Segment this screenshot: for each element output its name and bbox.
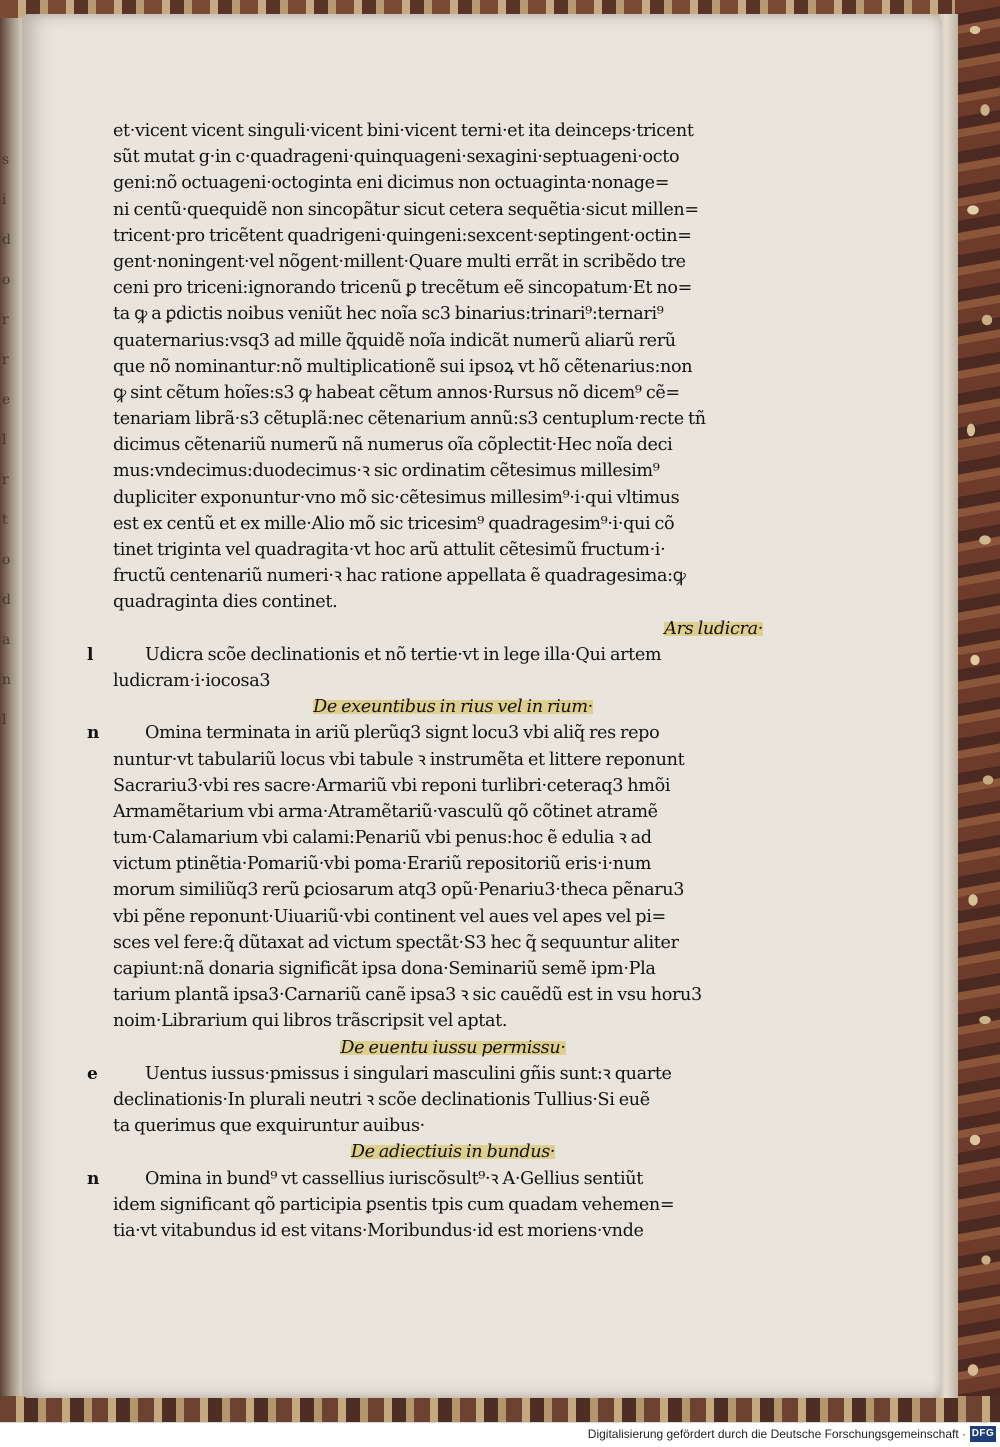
facing-letter: r xyxy=(2,472,9,488)
text-line: Sacrariu3·vbi res sacre·Armariũ vbi reponi turlibri·ceteraq3 hmõi xyxy=(113,775,671,796)
facing-letter: d xyxy=(2,232,11,248)
facing-letter: s xyxy=(2,152,10,168)
text-line: noim·Librarium qui libros trãscripsit vel aptat. xyxy=(113,1011,508,1032)
text-line: gent·noningent·vel nõgent·millent·Quare multi errãt in scribẽdo tre xyxy=(113,251,686,272)
heading-de-adiectiuis xyxy=(113,1139,793,1165)
heading-de-euentu-text: De euentu iussu permissu· xyxy=(340,1037,566,1058)
text-line: quadraginta dies continet. xyxy=(113,592,338,613)
facing-letter: l xyxy=(2,712,7,728)
facing-letter: t xyxy=(2,512,8,528)
text-line: sces vel fere:q̃ dũtaxat ad victum spectãt·S3 hec q̃ sequuntur aliter xyxy=(113,932,679,953)
heading-ars-ludicra-text: Ars ludicra· xyxy=(664,618,763,639)
text-line: tarium plantã ipsa3·Carnariũ canẽ ipsa3 ꝛ sic cauẽdũ est in vsu horu3 xyxy=(113,985,702,1006)
text-line: quaternarius:vsq3 ad mille q̃quidẽ noĩa indicãt numerũ aliarũ rerũ xyxy=(113,330,676,351)
text-line: Omina terminata in ariũ plerũq3 signt locu3 vbi aliq̃ res repo xyxy=(145,723,660,744)
text-line: nuntur·vt tabulariũ locus vbi tabule ꝛ instrumẽta et littere reponunt xyxy=(113,749,685,770)
text-line: capiunt:nã donaria significãt ipsa dona·Seminariũ semẽ ipm·Pla xyxy=(113,959,656,979)
text-line: declinationis·In plurali neutri ꝛ scõe declinationis Tullius·Si euẽ xyxy=(113,1089,650,1110)
main-paragraph xyxy=(113,118,793,616)
funding-notice: Digitalisierung gefördert durch die Deutsche Forschungsgemeinschaft · xyxy=(587,1427,966,1441)
text-line: ludicram·i·iocosa3 xyxy=(113,670,271,691)
text-line: et·vicent vicent singuli·vicent bini·vicent terni·et ita deinceps·tricent xyxy=(113,121,694,141)
text-line: tricent·pro tricẽtent quadrigeni·quingeni:sexcent·septingent·octin= xyxy=(113,225,692,246)
ars-ludicra-section xyxy=(87,642,793,694)
text-line: victum ptinẽtia·Pomariũ·vbi poma·Erariũ repositoriũ eris·i·num xyxy=(113,854,652,875)
heading-de-exeuntibus xyxy=(113,694,793,720)
text-line: idem significant qõ participia ꝑsentis tpis cum quadam vehemen= xyxy=(113,1194,675,1215)
footer-bar xyxy=(0,1422,1000,1447)
omina-section xyxy=(87,720,793,1034)
facing-letter: o xyxy=(2,552,11,568)
heading-de-adiectiuis-text: De adiectiuis in bundus· xyxy=(350,1142,556,1163)
initial-guide-letter: n xyxy=(87,723,100,744)
page-text-block xyxy=(87,118,793,1244)
facing-letter: o xyxy=(2,272,11,288)
text-line: sũt mutat g·in c·quadrageni·quinquageni·sexagini·septuageni·octo xyxy=(113,147,680,168)
text-line: geni:nõ octuageni·octoginta eni dicimus non octuaginta·nonage= xyxy=(113,173,670,194)
text-line: ni centũ·quequidẽ non sincopãtur sicut cetera sequẽtia·sicut millen= xyxy=(113,199,699,220)
bundus-section xyxy=(87,1166,793,1245)
facing-letter: i xyxy=(2,192,7,208)
text-line: Omina in bund⁹ vt cassellius iuriscõsult⁹·ꝛ A·Gellius sentiũt xyxy=(145,1168,644,1189)
text-line: dupliciter exponuntur·vno mõ sic·cẽtesimus millesim⁹·i·qui vltimus xyxy=(113,487,680,508)
text-line: Uentus iussus·pmissus i singulari masculini gñis sunt:ꝛ quarte xyxy=(145,1063,672,1084)
text-line: tia·vt vitabundus id est vitans·Moribundus·id est moriens·vnde xyxy=(113,1220,644,1241)
text-line: ceni pro triceni:ignorando tricenũ ꝑ trecẽtum eẽ sincopatum·Et no= xyxy=(113,278,692,299)
text-line: morum similiũq3 rerũ ꝑciosarum atq3 opũ·Penariu3·theca pẽnaru3 xyxy=(113,880,685,901)
dfg-logo: DFG xyxy=(970,1426,996,1442)
text-line: Udicra scõe declinationis et nõ tertie·vt in lege illa·Qui artem xyxy=(145,644,662,665)
facing-letter: r xyxy=(2,352,9,368)
text-line: est ex centũ et ex mille·Alio mõ sic tricesim⁹ quadragesim⁹·i·qui cõ xyxy=(113,513,675,534)
heading-ars-ludicra xyxy=(113,616,793,642)
heading-de-euentu xyxy=(113,1035,793,1061)
euentu-section xyxy=(87,1061,793,1140)
text-line: que nõ nominantur:nõ multiplicationẽ sui ipsoꝝ vt hõ cẽtenarius:non xyxy=(113,356,693,377)
text-line: Armamẽtarium vbi arma·Atramẽtariũ·vasculũ qõ cõtinet atramẽ xyxy=(113,801,658,822)
marbled-cover-bottom xyxy=(0,1396,1000,1422)
text-line: mus:vndecimus:duodecimus·ꝛ sic ordinatim cẽtesimus millesim⁹ xyxy=(113,461,660,482)
text-line: fructũ centenariũ numeri·ꝛ hac ratione appellata ẽ quadragesima:ꝙ xyxy=(113,566,686,587)
text-line: vbi pẽne reponunt·Uiuariũ·vbi continent vel aues vel apes vel pi= xyxy=(113,906,666,927)
text-line: ꝙ sint cẽtum hoĩes:s3 ꝙ habeat cẽtum annos·Rursus nõ dicem⁹ cẽ= xyxy=(113,382,680,403)
text-line: ta ꝙ a ꝑdictis noibus veniũt hec noĩa sc3 binarius:trinari⁹:ternari⁹ xyxy=(113,304,664,325)
text-line: dicimus cẽtenariũ numerũ nã numerus oĩa cõplectit·Hec noĩa deci xyxy=(113,435,673,456)
heading-de-exeuntibus-text: De exeuntibus in rius vel in rium· xyxy=(313,697,593,718)
text-line: tinet triginta vel quadragita·vt hoc arũ attulit cẽtesimũ fructum·i· xyxy=(113,540,666,560)
facing-letter: l xyxy=(2,432,7,448)
text-line: ta querimus que exquiruntur auibus· xyxy=(113,1116,425,1137)
initial-guide-letter: e xyxy=(87,1063,98,1084)
facing-letter: d xyxy=(2,592,11,608)
facing-letter: n xyxy=(2,672,12,688)
marbled-cover-right xyxy=(955,0,1000,1422)
facing-letter: e xyxy=(2,392,11,408)
initial-guide-letter: n xyxy=(87,1168,100,1189)
text-line: tum·Calamarium vbi calami:Penariũ vbi penus:hoc ẽ edulia ꝛ ad xyxy=(113,828,652,849)
facing-letter: r xyxy=(2,312,9,328)
facing-letter: a xyxy=(2,632,11,648)
initial-guide-letter: l xyxy=(87,644,94,665)
text-line: tenariam librã·s3 cẽtuplã:nec cẽtenarium annũ:s3 centuplum·recte tñ xyxy=(113,409,706,430)
facing-page-fragment xyxy=(2,140,24,740)
